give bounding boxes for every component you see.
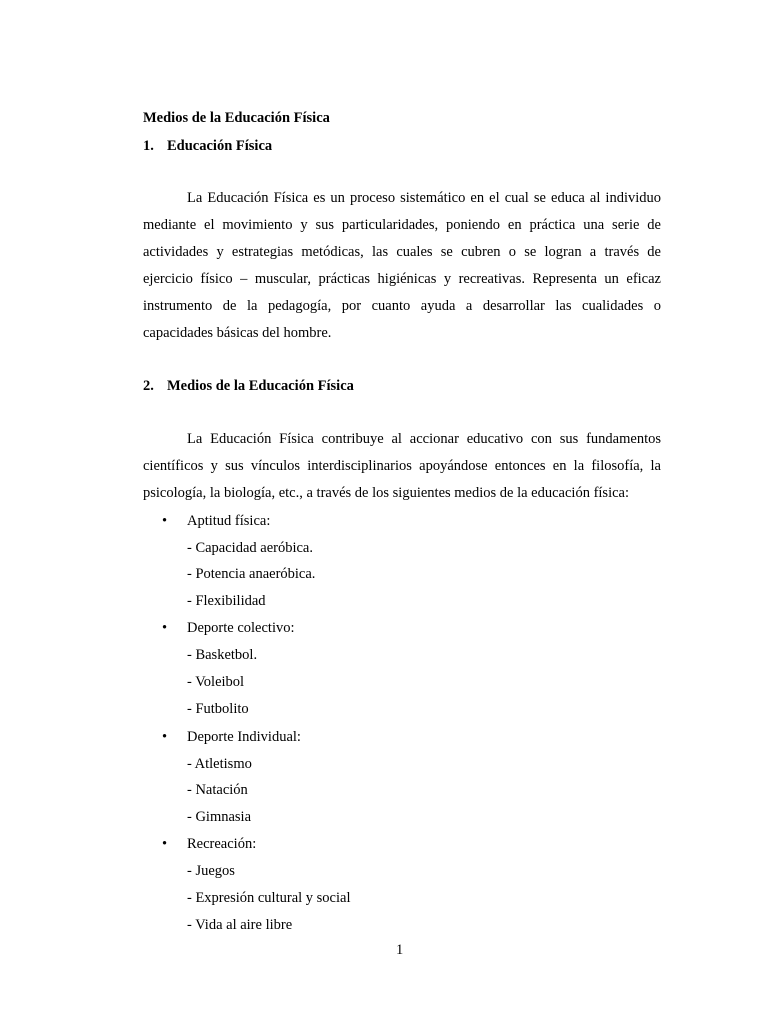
bullet-item bbox=[162, 620, 295, 637]
sub-item: - Gimnasia bbox=[187, 809, 252, 825]
sub-item: - Juegos bbox=[187, 863, 235, 879]
paragraph-line: mediante el movimiento y sus particularidades, poniendo en práctica una serie de bbox=[143, 217, 661, 233]
sub-item: - Potencia anaeróbica. bbox=[187, 566, 316, 582]
sub-item: - Capacidad aeróbica. bbox=[187, 540, 313, 556]
bullet-icon: • bbox=[162, 729, 168, 745]
bullet-icon: • bbox=[162, 836, 168, 852]
document-title: Medios de la Educación Física bbox=[143, 110, 330, 126]
sub-item: - Futbolito bbox=[187, 701, 249, 717]
section-2-number: 2. bbox=[143, 378, 154, 394]
section-2-heading bbox=[143, 378, 354, 395]
sub-item: - Flexibilidad bbox=[187, 593, 266, 609]
paragraph-line: capacidades básicas del hombre. bbox=[143, 325, 332, 341]
section-1-heading-text: Educación Física bbox=[167, 138, 273, 154]
sub-item: - Expresión cultural y social bbox=[187, 890, 351, 906]
bullet-icon: • bbox=[162, 620, 168, 636]
paragraph-line: ejercicio físico – muscular, prácticas higiénicas y recreativas. Representa un eficaz bbox=[143, 271, 661, 287]
paragraph-line: La Educación Física es un proceso sistemático en el cual se educa al individuo bbox=[187, 190, 661, 206]
bullet-label: Recreación: bbox=[187, 836, 257, 852]
section-2-paragraph bbox=[143, 426, 661, 507]
paragraph-line: actividades y estrategias metódicas, las cuales se cubren o se logran a través de bbox=[143, 244, 661, 260]
paragraph-line: científicos y sus vínculos interdisciplinarios apoyándose entonces en la filosofía, la bbox=[143, 458, 661, 474]
paragraph-line: instrumento de la pedagogía, por cuanto ayuda a desarrollar las cualidades o bbox=[143, 298, 661, 314]
bullet-item bbox=[162, 729, 301, 746]
paragraph-line: psicología, la biología, etc., a través de los siguientes medios de la educación física: bbox=[143, 485, 630, 501]
bullet-item bbox=[162, 513, 271, 530]
bullet-label: Aptitud física: bbox=[187, 513, 271, 529]
bullet-label: Deporte colectivo: bbox=[187, 620, 295, 636]
sub-item: - Voleibol bbox=[187, 674, 245, 690]
bullet-icon: • bbox=[162, 513, 168, 529]
section-1-paragraph bbox=[143, 185, 661, 347]
section-1-number: 1. bbox=[143, 138, 154, 154]
bullet-item bbox=[162, 836, 257, 853]
bullet-label: Deporte Individual: bbox=[187, 729, 301, 745]
sub-item: - Natación bbox=[187, 782, 248, 798]
section-2-heading-text: Medios de la Educación Física bbox=[167, 378, 354, 394]
sub-item: - Atletismo bbox=[187, 756, 252, 772]
section-1-heading bbox=[143, 138, 272, 155]
sub-item: - Basketbol. bbox=[187, 647, 258, 663]
paragraph-line: La Educación Física contribuye al accionar educativo con sus fundamentos bbox=[187, 431, 661, 447]
sub-item: - Vida al aire libre bbox=[187, 917, 293, 933]
page-number: 1 bbox=[396, 942, 404, 958]
